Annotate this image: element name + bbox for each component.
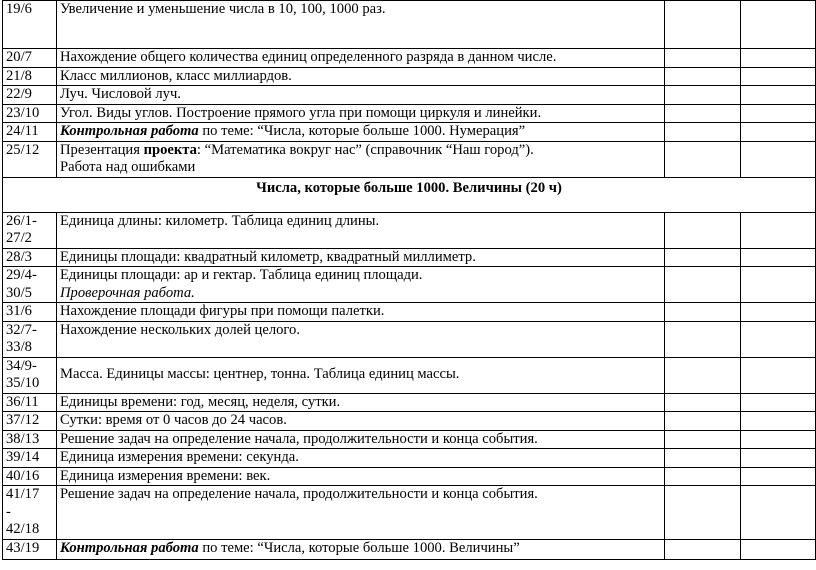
empty-cell	[741, 67, 816, 86]
lesson-number	[3, 357, 57, 393]
empty-cell	[665, 267, 741, 303]
test-label: Контрольная работа	[60, 539, 199, 556]
empty-cell	[665, 393, 741, 412]
lesson-number	[3, 321, 57, 357]
lesson-topic: Класс миллионов, класс миллиардов.	[57, 67, 665, 86]
table-row	[3, 449, 816, 468]
test-label: Контрольная работа	[60, 123, 199, 139]
empty-cell	[665, 141, 741, 177]
lesson-topic: Решение задач на определение начала, продолжительности и конца события.	[57, 486, 665, 540]
lesson-number	[3, 267, 57, 303]
empty-cell	[741, 267, 816, 303]
empty-cell	[665, 430, 741, 449]
empty-cell	[665, 248, 741, 267]
empty-cell	[665, 357, 741, 393]
empty-cell	[741, 430, 816, 449]
lesson-topic: Единицы площади: квадратный километр, квадратный миллиметр.	[57, 248, 665, 267]
table-row	[3, 141, 816, 177]
lesson-topic: Единица измерения времени: век.	[57, 467, 665, 486]
lesson-number-line: -	[6, 503, 11, 520]
lesson-number	[3, 212, 57, 248]
table-row	[3, 67, 816, 86]
empty-cell	[741, 1, 816, 49]
lesson-topic: Луч. Числовой луч.	[57, 86, 665, 105]
lesson-plan-document	[2, 0, 815, 560]
table-row	[3, 1, 816, 49]
lesson-number-line: 29/4-	[6, 267, 37, 283]
lesson-topic: Масса. Единицы массы: центнер, тонна. Таблица единиц массы.	[57, 357, 665, 393]
lesson-number-line: 35/10	[6, 375, 40, 391]
table-row	[3, 430, 816, 449]
empty-cell	[665, 321, 741, 357]
empty-cell	[741, 467, 816, 486]
table-row	[3, 321, 816, 357]
table-row	[3, 412, 816, 431]
empty-cell	[665, 49, 741, 68]
empty-cell	[741, 539, 816, 559]
lesson-number-line: 33/8	[6, 339, 32, 355]
empty-cell	[741, 449, 816, 468]
lesson-topic: Решение задач на определение начала, продолжительности и конца события.	[57, 430, 665, 449]
test-topic-text: по теме: “Числа, которые больше 1000. Величины”	[198, 539, 520, 556]
lesson-number-line: 41/17	[6, 486, 40, 502]
lesson-topic: Сутки: время от 0 часов до 24 часов.	[57, 412, 665, 431]
table-row	[3, 86, 816, 105]
empty-cell	[741, 486, 816, 540]
empty-cell	[741, 357, 816, 393]
table-row	[3, 212, 816, 248]
lesson-number: 25/12	[3, 141, 57, 177]
lesson-topic: Увеличение и уменьшение числа в 10, 100, 1000 раз.	[57, 1, 665, 49]
empty-cell	[665, 467, 741, 486]
lesson-number: 20/7	[3, 49, 57, 68]
lesson-topic	[57, 539, 665, 559]
lesson-number	[3, 486, 57, 540]
lesson-number-line: 34/9-	[6, 357, 37, 374]
table-row	[3, 467, 816, 486]
empty-cell	[665, 412, 741, 431]
lesson-topic	[57, 123, 665, 142]
empty-cell	[665, 123, 741, 142]
lesson-number-line: 27/2	[6, 230, 32, 246]
lesson-topic	[57, 267, 665, 303]
empty-cell	[741, 141, 816, 177]
table-row	[3, 104, 816, 123]
empty-cell	[741, 303, 816, 322]
table-row	[3, 539, 816, 559]
lesson-number: 38/13	[3, 430, 57, 449]
presentation-line2: Работа над ошибками	[60, 159, 196, 175]
lesson-number: 40/16	[3, 467, 57, 486]
empty-cell	[741, 248, 816, 267]
project-label: проекта	[143, 141, 197, 158]
lesson-number: 39/14	[3, 449, 57, 468]
table-row	[3, 486, 816, 540]
table-row	[3, 303, 816, 322]
lesson-topic	[57, 141, 665, 177]
empty-cell	[665, 104, 741, 123]
lesson-topic: Нахождение общего количества единиц определенного разряда в данном числе.	[57, 49, 665, 68]
section-title: Числа, которые больше 1000. Величины (20 ч)	[3, 177, 816, 212]
lesson-number: 43/19	[3, 539, 57, 559]
table-row	[3, 123, 816, 142]
lesson-plan-table	[2, 0, 816, 560]
lesson-topic: Единицы времени: год, месяц, неделя, сутки.	[57, 393, 665, 412]
table-row	[3, 267, 816, 303]
empty-cell	[741, 123, 816, 142]
lesson-number: 37/12	[3, 412, 57, 431]
presentation-prefix: Презентация	[60, 141, 144, 158]
lesson-topic: Угол. Виды углов. Построение прямого угла при помощи циркуля и линейки.	[57, 104, 665, 123]
test-topic-text: по теме: “Числа, которые больше 1000. Нумерация”	[198, 123, 526, 139]
empty-cell	[741, 86, 816, 105]
empty-cell	[665, 303, 741, 322]
lesson-topic-line: Единицы площади: ар и гектар. Таблица единиц площади.	[60, 267, 423, 283]
lesson-number: 23/10	[3, 104, 57, 123]
presentation-text: : “Математика вокруг нас” (справочник “Наш город”).	[196, 141, 534, 158]
empty-cell	[741, 212, 816, 248]
lesson-topic: Нахождение нескольких долей целого.	[57, 321, 665, 357]
empty-cell	[665, 86, 741, 105]
lesson-number: 24/11	[3, 123, 57, 142]
empty-cell	[665, 449, 741, 468]
lesson-number-line: 42/18	[6, 521, 40, 537]
lesson-topic: Единица измерения времени: секунда.	[57, 449, 665, 468]
table-row	[3, 49, 816, 68]
empty-cell	[665, 67, 741, 86]
empty-cell	[741, 321, 816, 357]
lesson-topic: Единица длины: километр. Таблица единиц длины.	[57, 212, 665, 248]
empty-cell	[665, 486, 741, 540]
table-row	[3, 248, 816, 267]
table-row	[3, 357, 816, 393]
lesson-topic: Нахождение площади фигуры при помощи палетки.	[57, 303, 665, 322]
lesson-number-line: 26/1-	[6, 212, 37, 229]
table-row	[3, 393, 816, 412]
empty-cell	[741, 393, 816, 412]
empty-cell	[665, 1, 741, 49]
lesson-number: 28/3	[3, 248, 57, 267]
empty-cell	[741, 104, 816, 123]
lesson-number: 19/6	[3, 1, 57, 49]
section-header-row	[3, 177, 816, 212]
empty-cell	[665, 212, 741, 248]
empty-cell	[665, 539, 741, 559]
lesson-number: 21/8	[3, 67, 57, 86]
lesson-number: 31/6	[3, 303, 57, 322]
quiz-label: Проверочная работа.	[60, 284, 195, 301]
lesson-number: 36/11	[3, 393, 57, 412]
lesson-number-line: 30/5	[6, 284, 32, 301]
lesson-number-line: 32/7-	[6, 321, 37, 338]
empty-cell	[741, 412, 816, 431]
empty-cell	[741, 49, 816, 68]
lesson-number: 22/9	[3, 86, 57, 105]
